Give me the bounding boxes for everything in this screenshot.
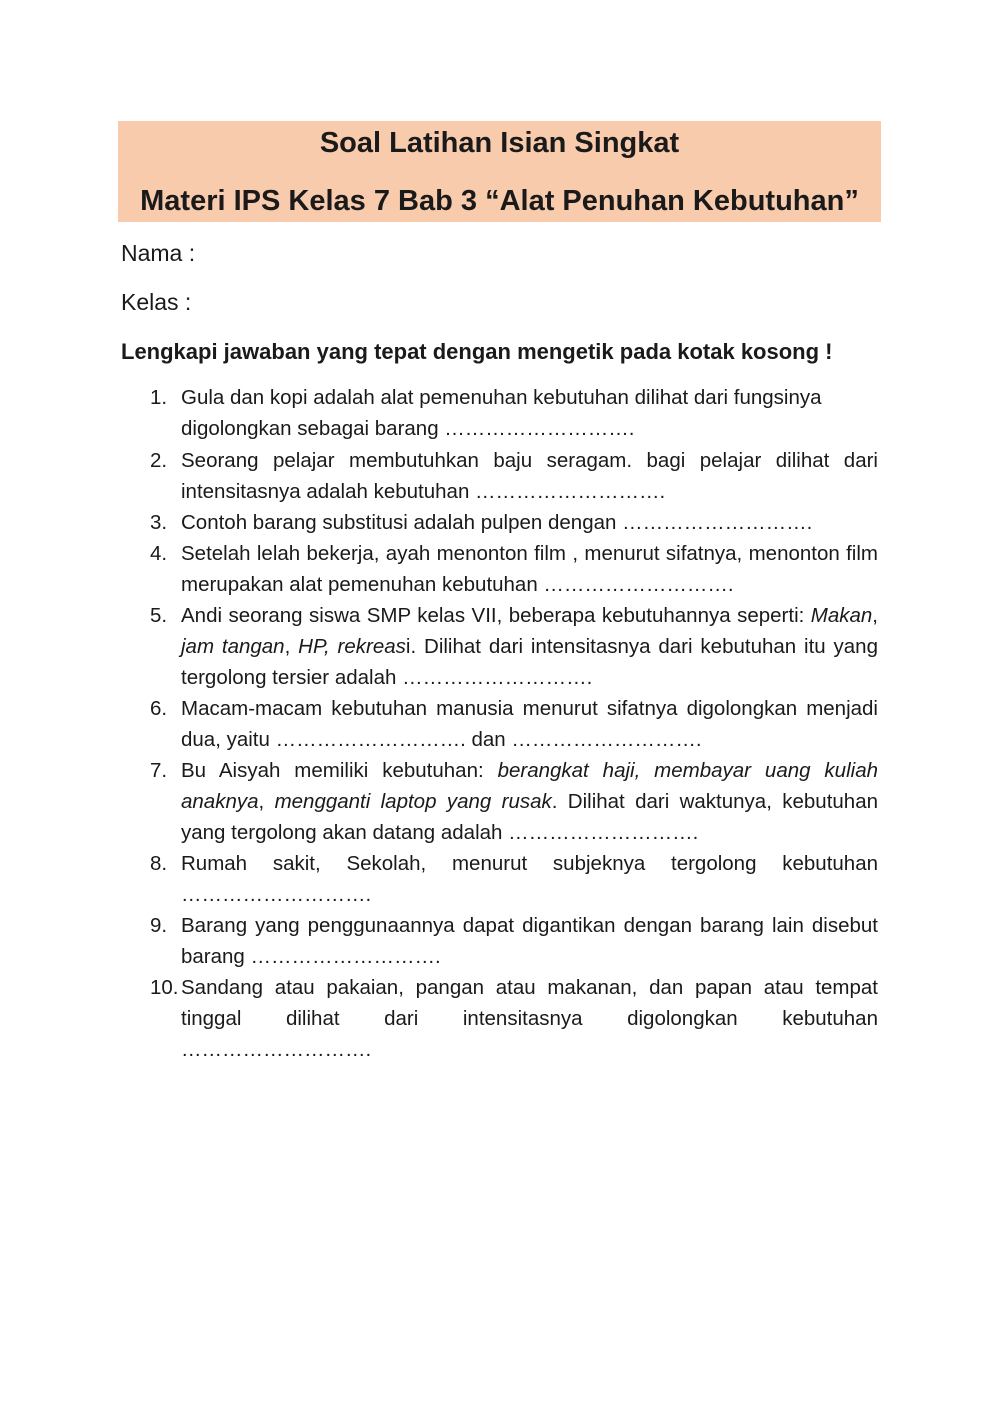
question-text: Contoh barang substitusi adalah pulpen dengan ……………………….	[181, 511, 813, 534]
question-4	[150, 538, 878, 600]
question-8	[150, 848, 878, 910]
question-text: Macam-macam kebutuhan manusia menurut sifatnya digolongkan menjadi dua, yaitu ………………………. dan ……………………….	[181, 697, 878, 751]
question-number: 8.	[150, 852, 168, 875]
question-6	[150, 693, 878, 755]
question-number: 2.	[150, 449, 168, 472]
instruction-text: Lengkapi jawaban yang tepat dengan mengetik pada kotak kosong !	[121, 339, 833, 364]
question-text-part: ,	[284, 635, 299, 658]
question-text-part: i. Dilihat dari intensitasnya dari kebutuhan itu yang tergolong tersier adalah ……………………….	[181, 635, 878, 689]
question-number: 1.	[150, 386, 168, 409]
question-text-italic: HP, rekreas	[298, 635, 406, 658]
question-number: 4.	[150, 542, 168, 565]
question-text-italic: berangkat haji, membayar uang kuliah anaknya	[181, 759, 878, 813]
question-number: 10.	[150, 976, 179, 999]
worksheet-title: Soal Latihan Isian Singkat	[319, 127, 680, 159]
question-text-part: . Dilihat dari waktunya, kebutuhan yang tergolong akan datang adalah ……………………….	[181, 790, 878, 844]
question-9	[150, 910, 878, 972]
question-number: 6.	[150, 697, 168, 720]
question-2	[150, 445, 878, 507]
question-7	[150, 755, 878, 848]
class-field-label: Kelas :	[121, 289, 192, 315]
question-text	[181, 755, 878, 848]
question-number: 7.	[150, 759, 168, 782]
title-banner	[118, 121, 881, 222]
worksheet-subtitle: Materi IPS Kelas 7 Bab 3 “Alat Penuhan Kebutuhan”	[140, 185, 859, 217]
question-text-part: ,	[258, 790, 275, 813]
name-field-label: Nama :	[121, 240, 196, 266]
question-5	[150, 600, 878, 693]
question-text-part: ,	[872, 604, 878, 627]
question-text: Gula dan kopi adalah alat pemenuhan kebutuhan dilihat dari fungsinya digolongkan sebagai barang ……………………….	[181, 386, 822, 440]
question-10	[150, 972, 878, 1065]
question-number: 9.	[150, 914, 168, 937]
question-text: Barang yang penggunaannya dapat digantikan dengan barang lain disebut barang ……………………….	[181, 914, 878, 968]
question-text-italic: jam tangan	[181, 635, 285, 658]
question-number: 5.	[150, 604, 168, 627]
question-text: Setelah lelah bekerja, ayah menonton film , menurut sifatnya, menonton film merupakan alat pemenuhan kebutuhan ……………………….	[181, 542, 878, 596]
question-text: Seorang pelajar membutuhkan baju seragam. bagi pelajar dilihat dari intensitasnya adalah kebutuhan ……………………….	[181, 449, 878, 503]
question-text-italic: Makan	[810, 604, 873, 627]
question-text-italic: mengganti laptop yang rusak	[274, 790, 552, 813]
question-3	[150, 507, 878, 538]
question-list	[150, 382, 878, 1065]
question-text: Rumah sakit, Sekolah, menurut subjeknya tergolong kebutuhan ……………………….	[181, 852, 878, 906]
question-text-part: Bu Aisyah memiliki kebutuhan:	[181, 759, 498, 782]
question-text-part: Andi seorang siswa SMP kelas VII, beberapa kebutuhannya seperti:	[181, 604, 811, 627]
question-number: 3.	[150, 511, 168, 534]
question-text: Sandang atau pakaian, pangan atau makanan, dan papan atau tempat tinggal dilihat dari intensitasnya digolongkan kebutuhan ……………………….	[181, 976, 878, 1061]
question-text	[181, 600, 878, 693]
question-1	[150, 382, 878, 444]
